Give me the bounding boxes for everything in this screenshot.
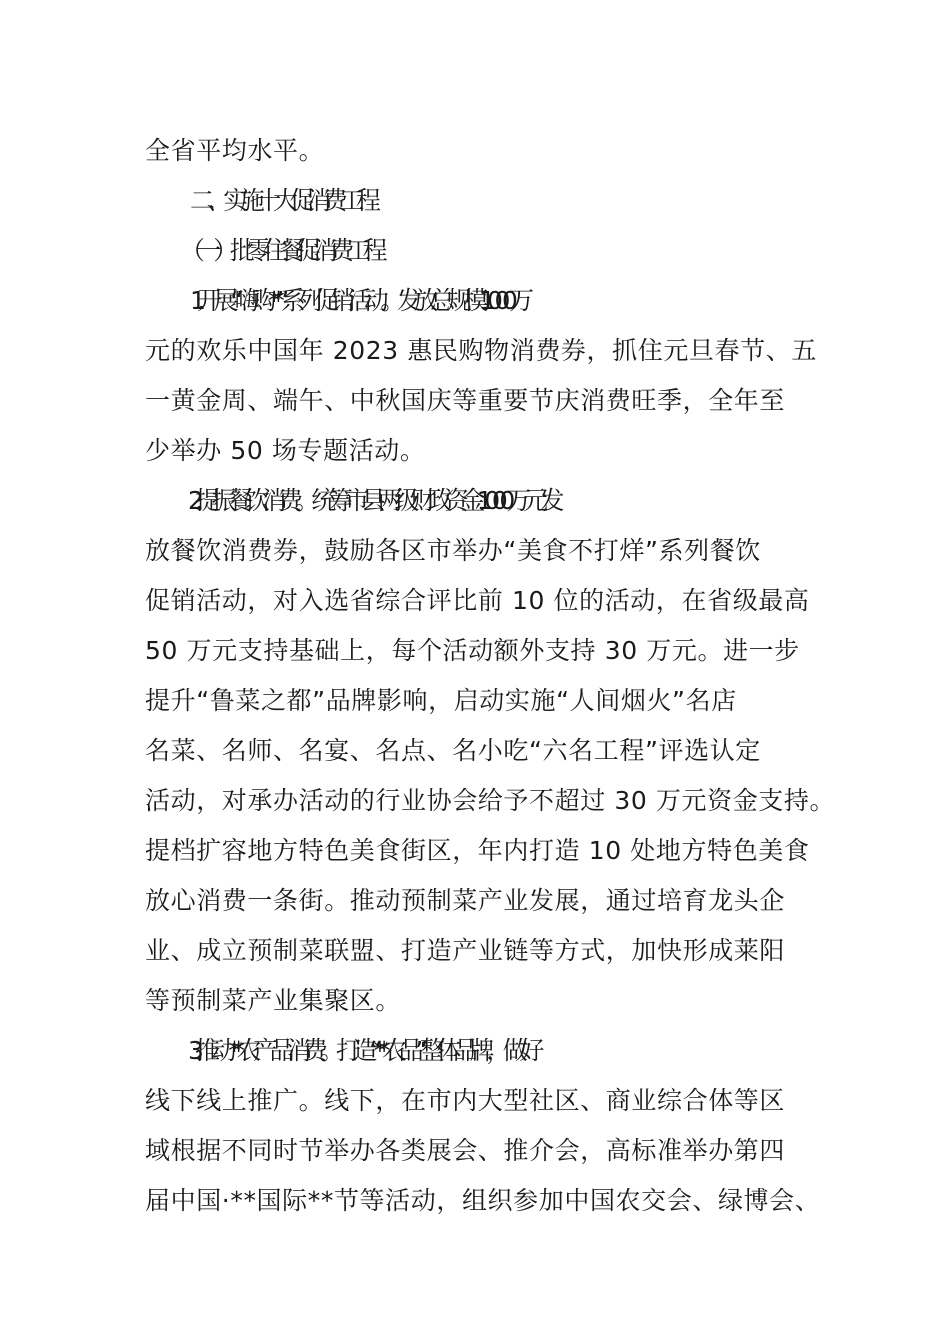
text-line: 提档扩容地方特色美食街区，年内打造 10 处地方特色美食: [145, 836, 810, 865]
text-line: 线下线上推广。线下，在市内大型社区、商业综合体等区: [145, 1086, 786, 1115]
text-line: 1.开展“嗨购**”系列促销活动。发放总规模 1000 万: [190, 286, 526, 315]
text-line: 促销活动，对入选省综合评比前 10 位的活动，在省级最高: [145, 586, 810, 615]
text-line: 2.提振餐饮消费。统筹市县两级财政资金 1000 万元发: [188, 486, 557, 515]
text-line: 提升“鲁菜之都”品牌影响，启动实施“人间烟火”名店: [145, 686, 737, 715]
text-line: 放餐饮消费券，鼓励各区市举办“美食不打烊”系列餐饮: [145, 536, 761, 565]
text-line: 3.推动**农产品消费。打造“**农品”整体品牌，做好: [188, 1036, 536, 1065]
text-line: 业、成立预制菜联盟、打造产业链等方式，加快形成莱阳: [145, 936, 786, 965]
text-line: 元的欢乐中国年 2023 惠民购物消费券，抓住元旦春节、五: [145, 336, 817, 365]
text-line: 届中国·**国际**节等活动，组织参加中国农交会、绿博会、: [145, 1186, 821, 1215]
text-line: 名菜、名师、名宴、名点、名小吃“六名工程”评选认定: [145, 736, 761, 765]
text-line: 等预制菜产业集聚区。: [145, 986, 402, 1015]
text-line: 少举办 50 场专题活动。: [145, 436, 426, 465]
text-line: 全省平均水平。: [145, 136, 325, 165]
text-line: 活动，对承办活动的行业协会给予不超过 30 万元资金支持。: [145, 786, 836, 815]
text-line: 一黄金周、端午、中秋国庆等重要节庆消费旺季，全年至: [145, 386, 786, 415]
text-line: 放心消费一条街。推动预制菜产业发展，通过培育龙头企: [145, 886, 786, 915]
subsection-heading: （一）批零住餐促消费工程: [180, 236, 380, 265]
text-line: 域根据不同时节举办各类展会、推介会，高标准举办第四: [145, 1136, 786, 1165]
section-heading: 二、实施十大促消费工程: [190, 186, 373, 215]
text-line: 50 万元支持基础上，每个活动额外支持 30 万元。进一步: [145, 636, 800, 665]
